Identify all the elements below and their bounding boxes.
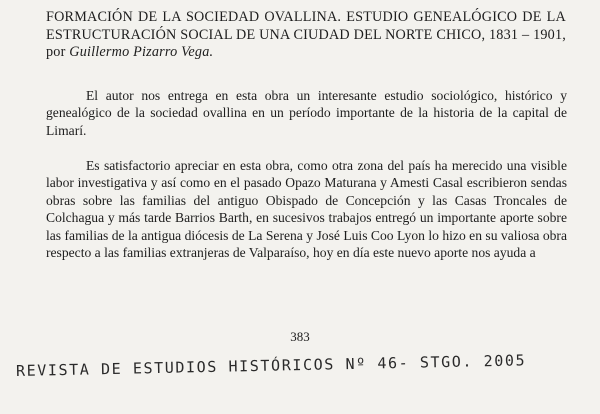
book-author: Guillermo Pizarro Vega. (69, 44, 214, 60)
review-heading (46, 9, 566, 62)
paragraph-2-text: Es satisfactorio apreciar en esta obra, como otra zona del país ha merecido una visible labor investigativa y así como en el pasado Opazo Maturana y Amesti Casal escribieron sendas obras sobre las familias del antiguo Obispado de Concepción y las Casas Troncales de Colchagua y más tarde Barrios Barth, en sucesivos trabajos entregó un importante aporte sobre las familias de la antigua diócesis de La Serena y José Luis Coo Lyon lo hizo en su valiosa obra respecto a las familias extranjeras de Valparaíso, hoy en día este nuevo aporte nos ayuda a (46, 158, 567, 261)
handwritten-note: REVISTA DE ESTUDIOS HISTÓRICOS Nº 46- STGO. 2005 (15, 351, 527, 380)
page-number: 383 (290, 329, 310, 344)
by-word: por (46, 44, 66, 60)
paragraph-1-text: El autor nos entrega en esta obra un interesante estudio sociológico, histórico y genealógico de la sociedad ovallina en un período importante de la historia de la capital de Limarí. (46, 88, 567, 138)
book-title: FORMACIÓN DE LA SOCIEDAD OVALLINA. ESTUDIO GENEALÓGICO DE LA ESTRUCTURACIÓN SOCIAL DE UNA CIUDAD DEL NORTE CHICO, 1831 – 1901, (46, 9, 566, 43)
paragraph-2 (46, 157, 567, 261)
paragraph-1 (46, 87, 567, 139)
